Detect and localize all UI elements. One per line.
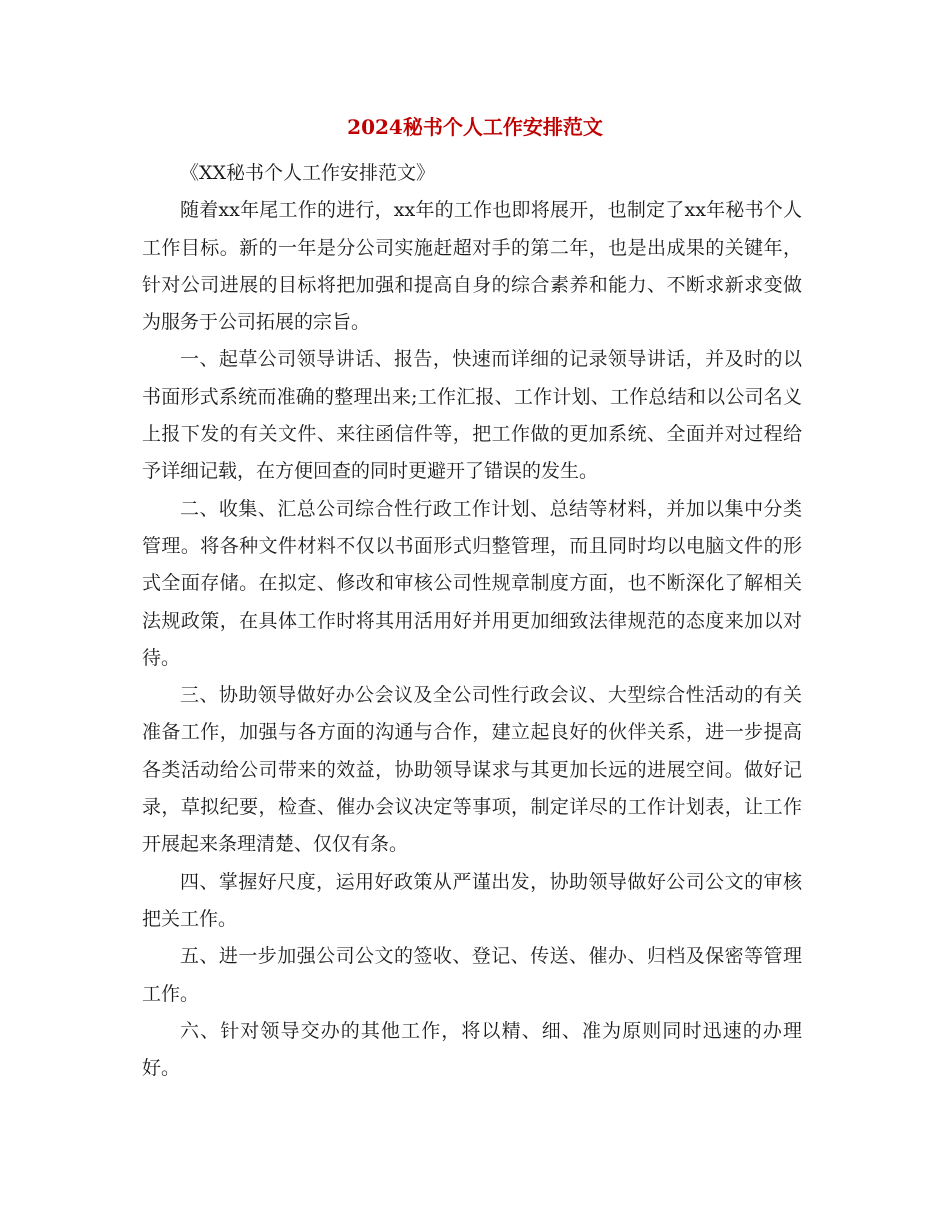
paragraph-item-2: 二、收集、汇总公司综合性行政工作计划、总结等材料，并加以集中分类管理。将各种文件材料不仅以书面形式归整管理，而且同时均以电脑文件的形式全面存储。在拟定、修改和审核公司性规章制度方面，也不断深化了解相关法规政策，在具体工作时将其用活用好并用更加细致法律规范的态度来加以对待。 [142,497,802,669]
paragraph-item-4: 四、掌握好尺度，运用好政策从严谨出发，协助领导做好公司公文的审核把关工作。 [142,870,802,930]
paragraph-heading: 《XX秘书个人工作安排范文》 [180,162,436,184]
paragraph-item-3: 三、协助领导做好办公会议及全公司性行政会议、大型综合性活动的有关准备工作，加强与各方面的沟通与合作，建立起良好的伙伴关系，进一步提高各类活动给公司带来的效益，协助领导谋求与其更加长远的进展空间。做好记录，草拟纪要，检查、催办会议决定等事项，制定详尽的工作计划表，让工作开展起来条理清楚、仅仅有条。 [142,684,802,856]
paragraph-item-5: 五、进一步加强公司公文的签收、登记、传送、催办、归档及保密等管理工作。 [142,945,802,1005]
paragraph-item-1: 一、起草公司领导讲话、报告，快速而详细的记录领导讲话，并及时的以书面形式系统而准确的整理出来;工作汇报、工作计划、工作总结和以公司名义上报下发的有关文件、来往函信件等，把工作做的更加系统、全面并对过程给予详细记载，在方便回查的同时更避开了错误的发生。 [142,348,802,483]
paragraph-item-6: 六、针对领导交办的其他工作，将以精、细、准为原则同时迅速的办理好。 [142,1019,802,1080]
document-body [142,155,802,1087]
paragraph-intro: 随着xx年尾工作的进行，xx年的工作也即将展开，也制定了xx年秘书个人工作目标。新的一年是分公司实施赶超对手的第二年，也是出成果的关键年，针对公司进展的目标将把加强和提高自身的综合素养和能力、不断求新求变做为服务于公司拓展的宗旨。 [142,199,802,334]
document-title: 2024秘书个人工作安排范文 [347,115,603,139]
